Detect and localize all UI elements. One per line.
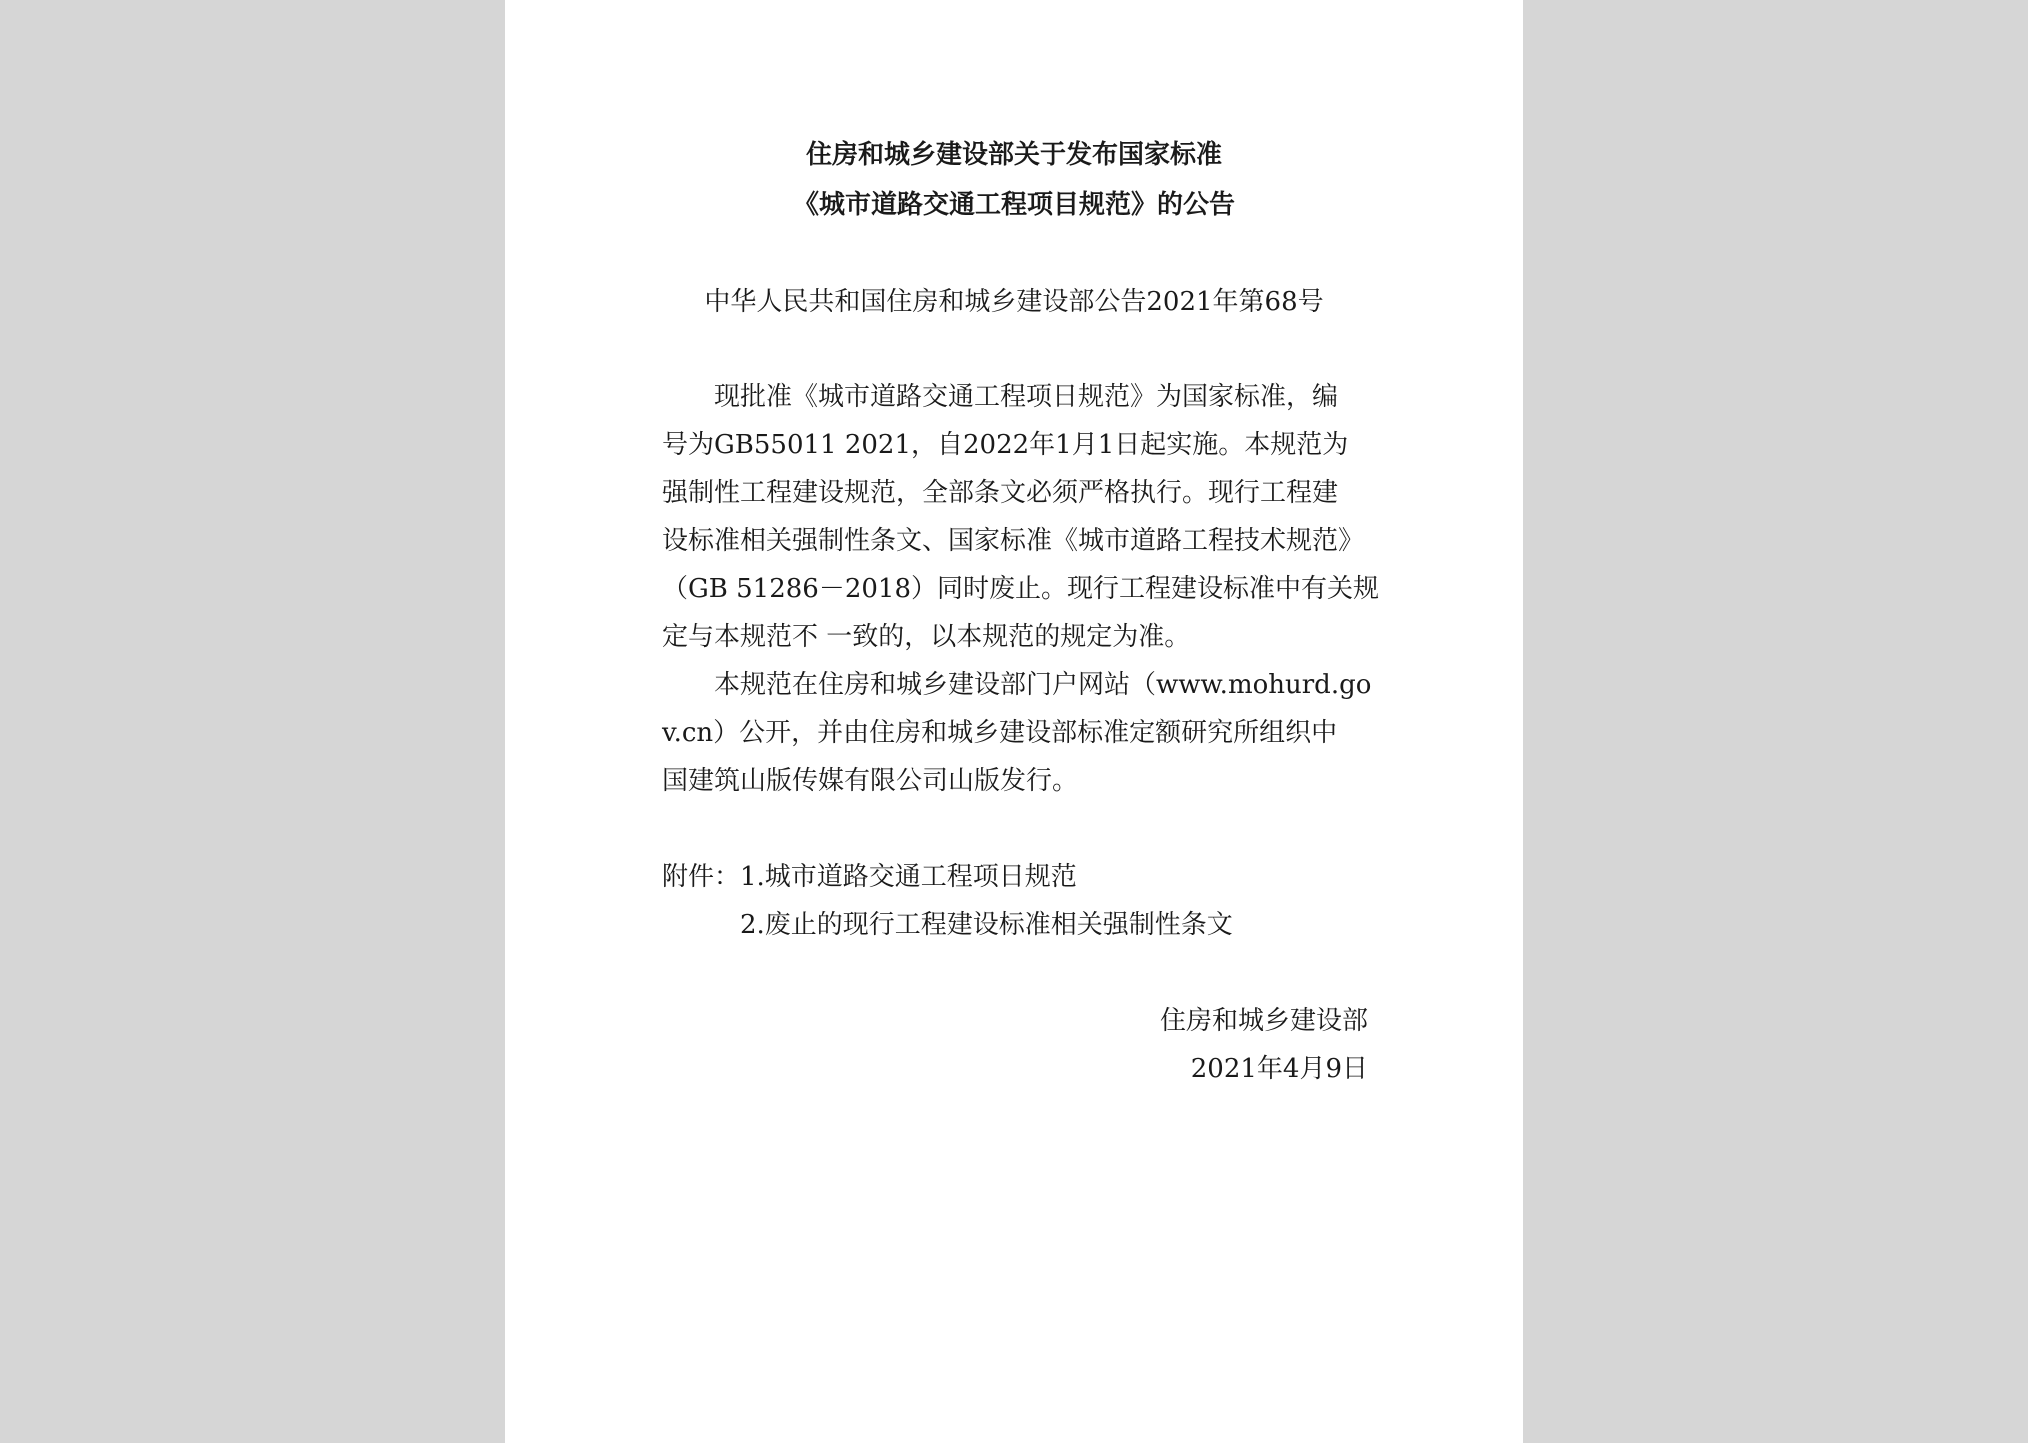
notice-number: 中华人民共和国住房和城乡建设部公告2021年第68号 xyxy=(704,287,1324,317)
attachments-label: 附件： xyxy=(662,862,741,892)
document-title-line-1: 住房和城乡建设部关于发布国家标准 xyxy=(805,140,1222,170)
paragraph-line: v.cn）公开，并由住房和城乡建设部标准定额研究所组织中 xyxy=(662,718,1338,748)
paragraph-line: （GB 51286－2018）同时废止。现行工程建设标准中有关规 xyxy=(662,574,1380,604)
paragraph-line: 号为GB55011 2021，自2022年1月1日起实施。本规范为 xyxy=(662,430,1349,460)
paragraph-line: 设标准相关强制性条文、国家标准《城市道路工程技术规范》 xyxy=(662,526,1365,556)
attachment-item: 1.城市道路交通工程项日规范 xyxy=(740,862,1077,892)
document-page xyxy=(505,0,1523,1443)
attachment-item: 2.废止的现行工程建设标准相关强制性条文 xyxy=(740,910,1233,940)
paragraph-line: 现批准《城市道路交通工程项日规范》为国家标准，编 xyxy=(714,382,1339,412)
paragraph-line: 强制性工程建设规范，全部条文必须严格执行。现行工程建 xyxy=(662,478,1339,508)
issue-date: 2021年4月9日 xyxy=(1190,1054,1368,1084)
paragraph-line: 国建筑山版传媒有限公司山版发行。 xyxy=(662,766,1079,796)
paragraph-line: 定与本规范不 一致的，以本规范的规定为准。 xyxy=(662,622,1191,652)
paragraph-line: 本规范在住房和城乡建设部门户网站（www.mohurd.go xyxy=(714,670,1372,700)
document-title-line-2: 《城市道路交通工程项目规范》的公告 xyxy=(792,190,1235,220)
issuer: 住房和城乡建设部 xyxy=(1159,1006,1368,1036)
